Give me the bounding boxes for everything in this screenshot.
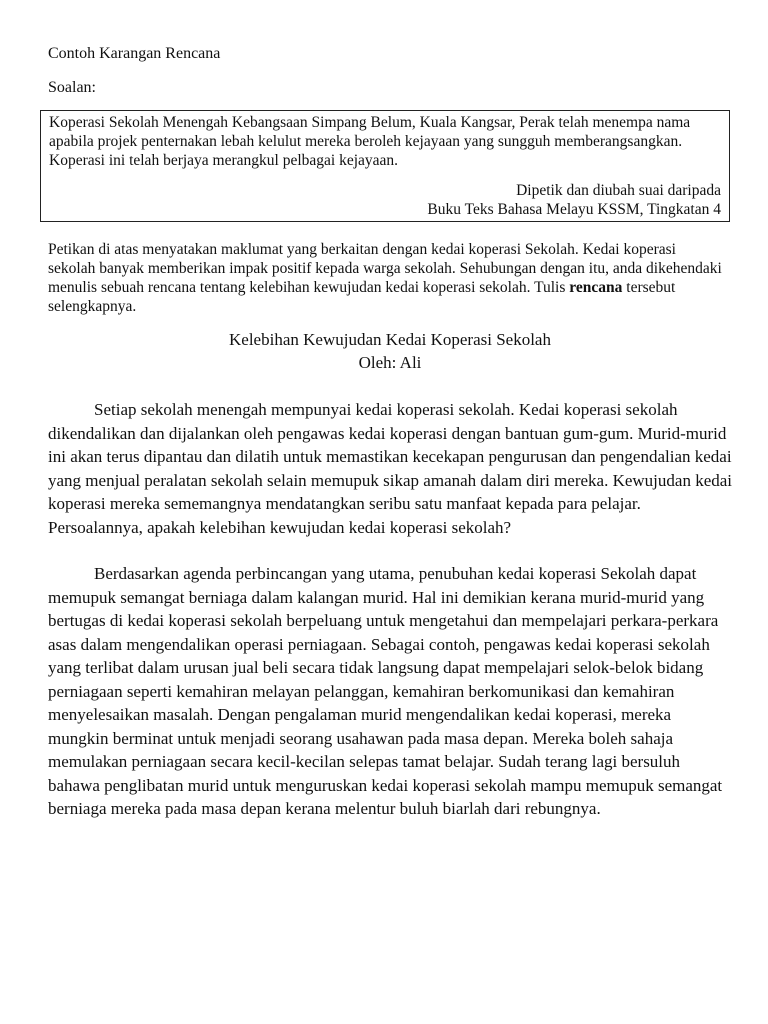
quote-source-line-1: Dipetik dan diubah suai daripada bbox=[516, 182, 721, 199]
question-label: Soalan: bbox=[48, 79, 96, 96]
quote-text: Koperasi Sekolah Menengah Kebangsaan Simpang Belum, Kuala Kangsar, Perak telah menempa nama apabila projek penternakan lebah kelulut mereka beroleh kejayaan yang sungguh memberangsangkan. Koperasi ini telah berjaya merangkul pelbagai kejayaan. bbox=[49, 114, 691, 169]
document-page bbox=[48, 44, 732, 844]
instruction-bold-word: rencana bbox=[569, 279, 623, 296]
quote-source-line-2: Buku Teks Bahasa Melayu KSSM, Tingkatan 4 bbox=[427, 201, 721, 218]
question-instruction bbox=[48, 240, 732, 316]
quote-box bbox=[40, 110, 730, 222]
essay-paragraph-1: Setiap sekolah menengah mempunyai kedai koperasi sekolah. Kedai koperasi sekolah dikendalikan dan dijalankan oleh pengawas kedai koperasi dengan bantuan gum-gum. Murid-murid ini akan terus dipantau dan dilatih untuk memastikan kecekapan pengurusan dan pengendalian kedai yang menjual peralatan sekolah selain memupuk sikap amanah dalam diri mereka. Kewujudan kedai koperasi mereka sememangnya mendatangkan seribu satu manfaat kepada para pelajar. Persoalannya, apakah kelebihan kewujudan kedai koperasi sekolah? bbox=[48, 400, 733, 537]
instruction-text-start: Petikan di atas menyatakan maklumat yang berkaitan dengan kedai koperasi Sekolah. Kedai koperasi sekolah banyak memberikan impak positif kepada warga sekolah. Sehubungan dengan itu, anda dikehendaki menulis sebuah rencana tentang kelebihan kewujudan kedai koperasi sekolah. Tulis bbox=[48, 241, 722, 296]
instruction-text-end: tersebut selengkapnya. bbox=[48, 279, 676, 315]
document-title: Contoh Karangan Rencana bbox=[48, 45, 221, 62]
essay-paragraph-2: Berdasarkan agenda perbincangan yang utama, penubuhan kedai koperasi Sekolah dapat memupuk semangat berniaga dalam kalangan murid. Hal ini demikian kerana murid-murid yang bertugas di kedai koperasi sekolah berpeluang untuk mengetahui dan mempelajari perkara-perkara asas dalam mengendalikan operasi perniagaan. Sebagai contoh, pengawas kedai koperasi sekolah yang terlibat dalam urusan jual beli secara tidak langsung dapat mempelajari selok-belok bidang perniagaan seperti kemahiran melayan pelanggan, kemahiran berkomunikasi dan kemahiran menyelesaikan masalah. Dengan pengalaman murid mengendalikan kedai koperasi, mereka mungkin berminat untuk menjadi seorang usahawan pada masa depan. Mereka boleh sahaja memulakan perniagaan secara kecil-kecilan selepas tamat belajar. Sudah terang lagi bersuluh bahawa penglibatan murid untuk menguruskan kedai koperasi sekolah mampu memupuk semangat berniaga mereka pada masa depan kerana melentur buluh biarlah dari rebungnya. bbox=[48, 564, 723, 818]
essay-author: Oleh: Ali bbox=[358, 353, 422, 372]
essay-title: Kelebihan Kewujudan Kedai Koperasi Sekolah bbox=[229, 330, 551, 349]
